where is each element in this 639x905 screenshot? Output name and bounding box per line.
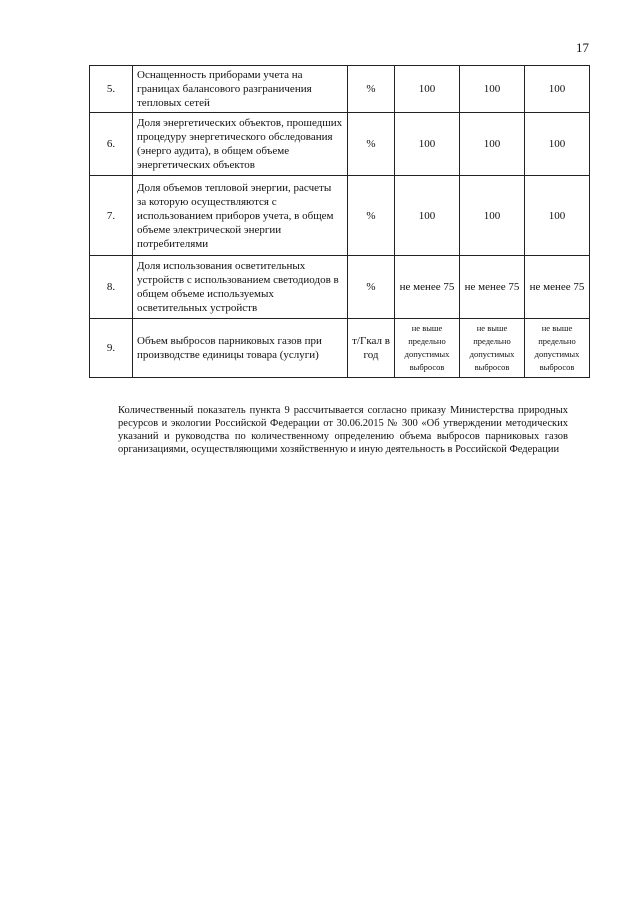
indicator-name: Доля использования осветительных устройств с использованием светодиодов в общем объеме используемых осветительных устройств (133, 256, 348, 319)
indicator-unit: % (348, 176, 395, 256)
indicator-value: не менее 75 (395, 256, 460, 319)
indicator-unit: % (348, 256, 395, 319)
indicator-value: не менее 75 (460, 256, 525, 319)
row-number: 6. (90, 113, 133, 176)
indicator-value: не выше предельно допустимых выбросов (395, 319, 460, 378)
indicator-name: Доля объемов тепловой энергии, расчеты за которую осуществляются с использованием приборов учета, в общем объеме электрической энергии потребителями (133, 176, 348, 256)
indicator-value: 100 (395, 176, 460, 256)
table-row (90, 256, 590, 319)
row-number: 7. (90, 176, 133, 256)
indicator-name: Доля энергетических объектов, прошедших процедуру энергетического обследования (энерго аудита), в общем объеме энергетических объектов (133, 113, 348, 176)
row-number: 8. (90, 256, 133, 319)
indicator-value: 100 (395, 113, 460, 176)
indicator-value: 100 (460, 113, 525, 176)
table-row (90, 113, 590, 176)
table-row (90, 176, 590, 256)
page-number: 17 (576, 40, 589, 55)
indicator-value: 100 (460, 66, 525, 113)
indicator-value: 100 (525, 113, 590, 176)
indicators-table (89, 65, 590, 378)
indicator-value: не менее 75 (525, 256, 590, 319)
indicator-value: не выше предельно допустимых выбросов (460, 319, 525, 378)
row-number: 9. (90, 319, 133, 378)
indicator-value: 100 (460, 176, 525, 256)
table-row (90, 319, 590, 378)
row-number: 5. (90, 66, 133, 113)
footnote-text: Количественный показатель пункта 9 рассчитывается согласно приказу Министерства природных ресурсов и экологии Российской Федерации от 30.06.2015 № 300 «Об утверждении методических указаний и руководства по количественному определению объема выбросов парниковых газов организациями, осуществляющими хозяйственную и иную деятельность в Российской Федерации (118, 405, 568, 455)
indicator-unit: % (348, 66, 395, 113)
indicator-value: 100 (525, 66, 590, 113)
indicator-name: Объем выбросов парниковых газов при производстве единицы товара (услуги) (133, 319, 348, 378)
table-row (90, 66, 590, 113)
indicator-value: 100 (395, 66, 460, 113)
indicator-unit: т/Гкал в год (348, 319, 395, 378)
indicator-unit: % (348, 113, 395, 176)
indicator-value: не выше предельно допустимых выбросов (525, 319, 590, 378)
indicator-name: Оснащенность приборами учета на границах балансового разграничения тепловых сетей (133, 66, 348, 113)
indicator-value: 100 (525, 176, 590, 256)
